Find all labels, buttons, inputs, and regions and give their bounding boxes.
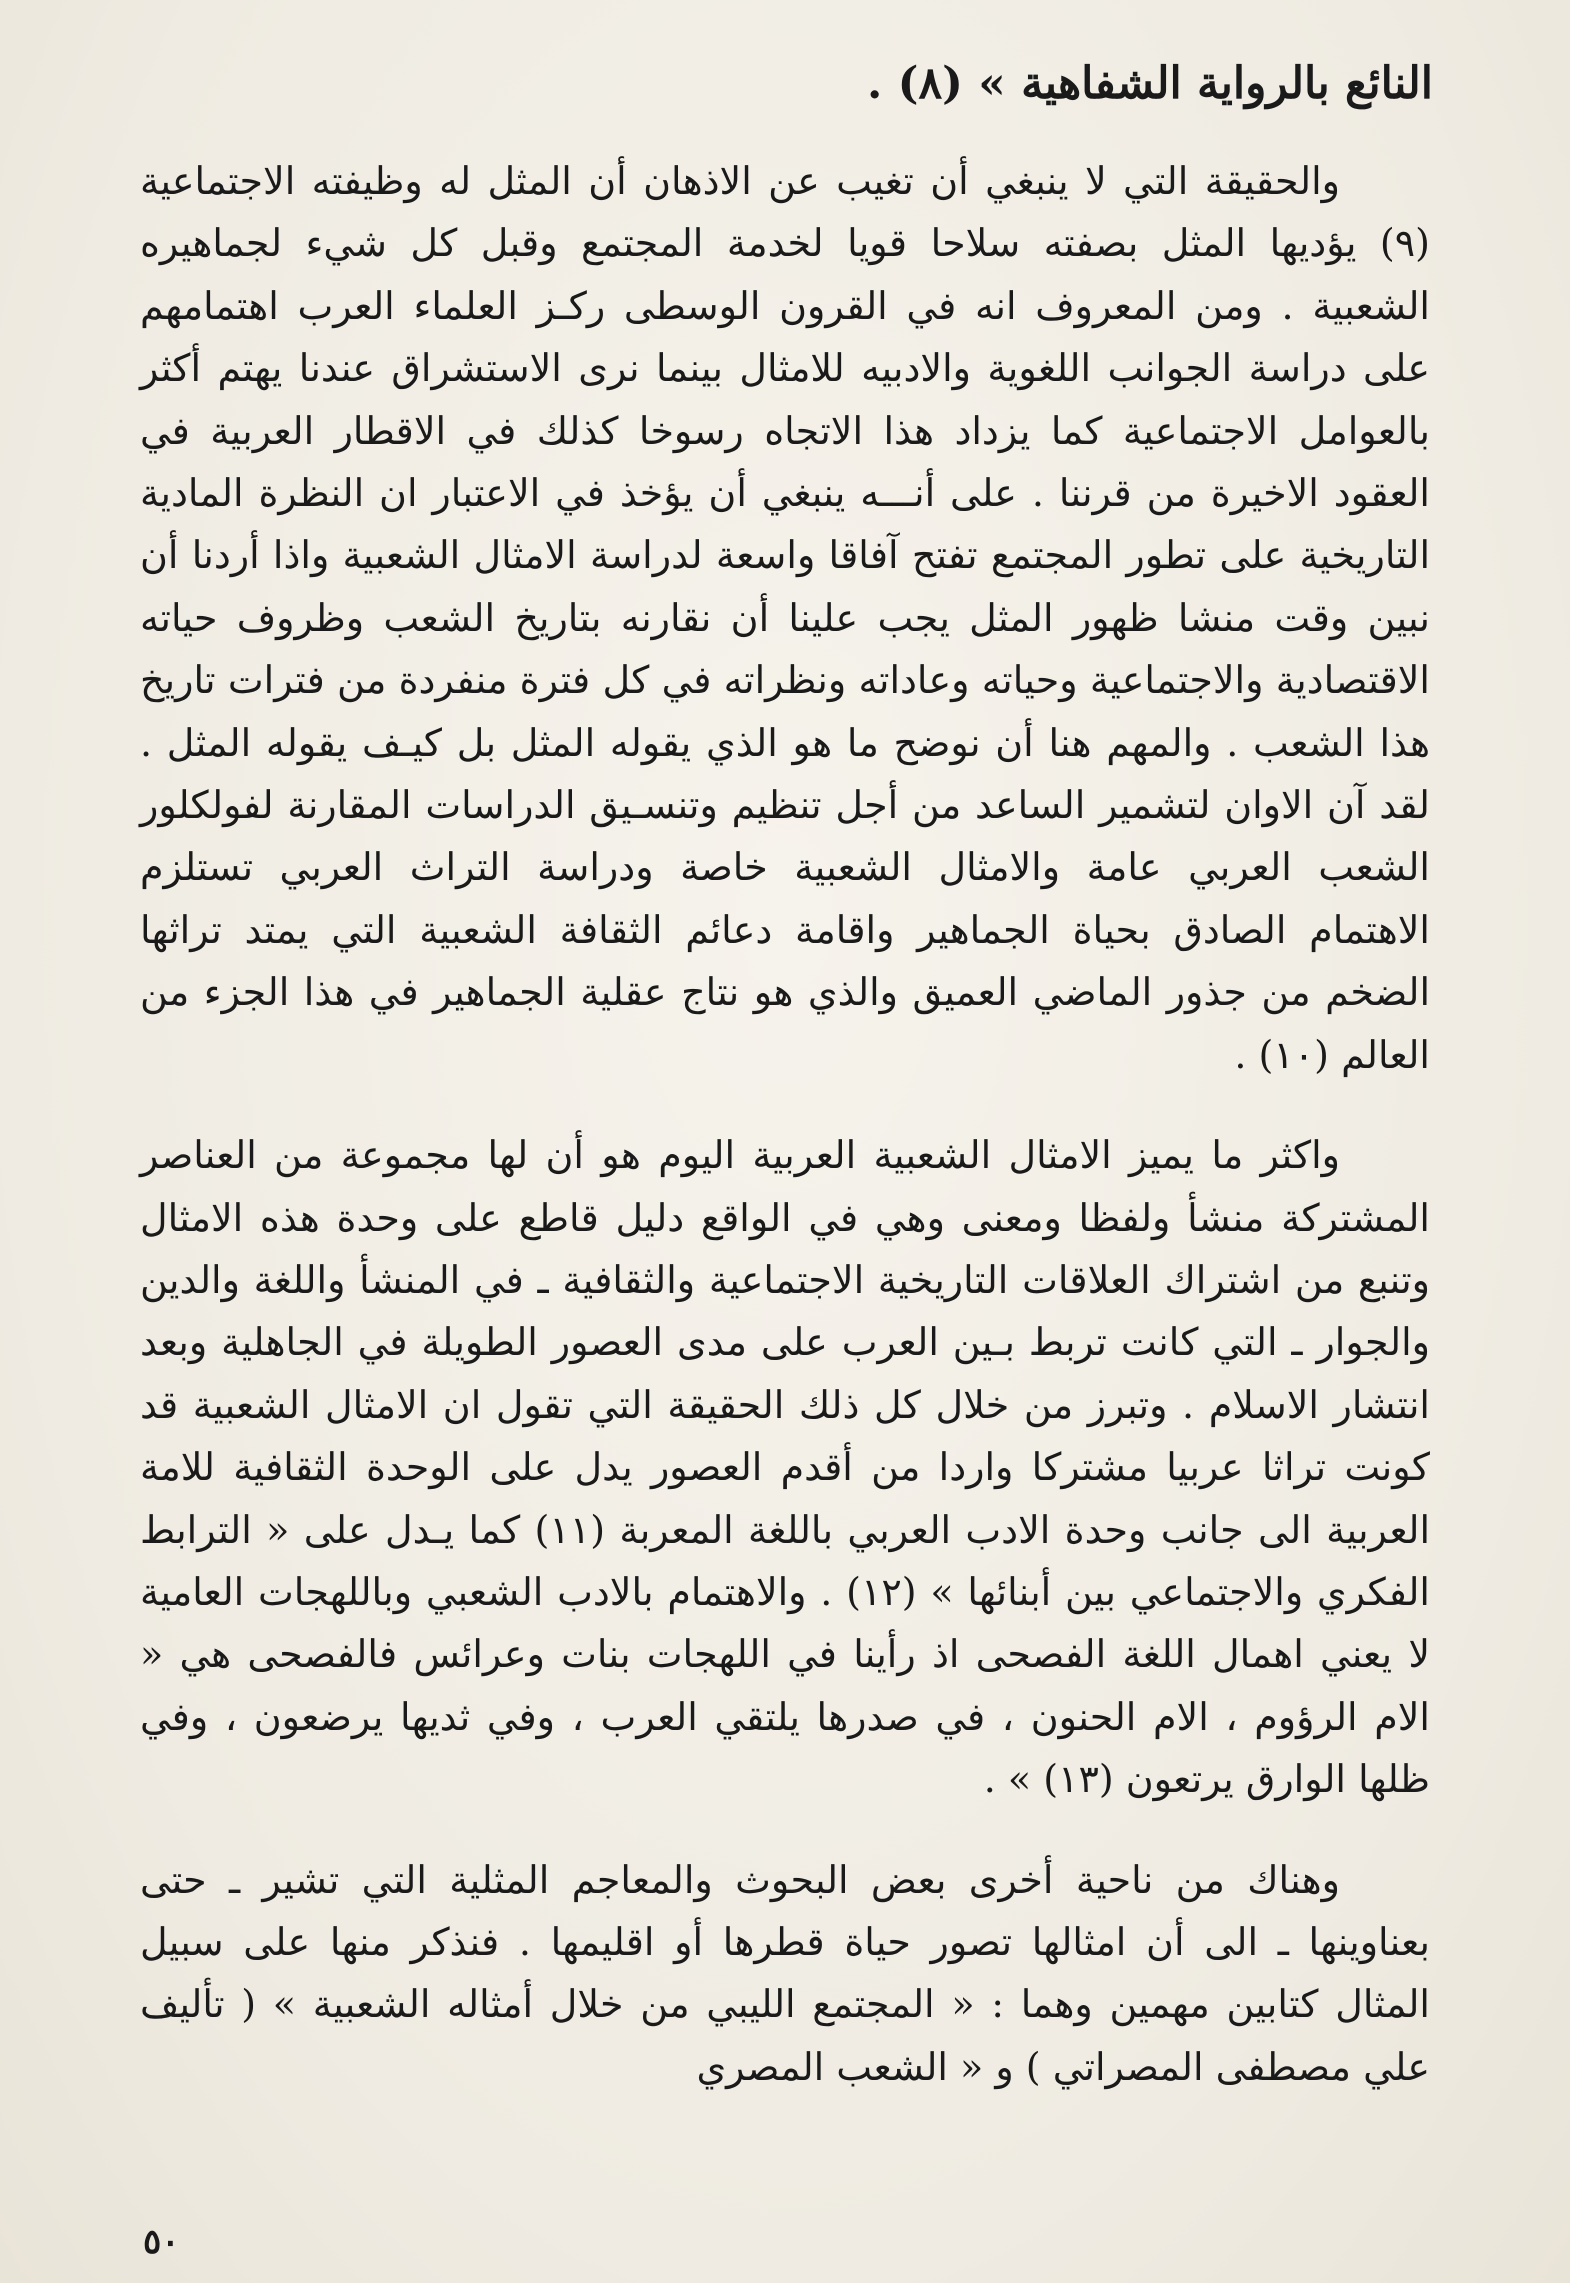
paragraph-1: والحقيقة التي لا ينبغي أن تغيب عن الاذهان أن المثل له وظيفته الاجتماعية (٩) يؤديها المثل بصفته سلاحا قويا لخدمة المجتمع وقبل كل شيء لجماهيره الشعبية . ومن المعروف انه في القرون الوسطى ركـز العلماء العرب اهتمامهم على دراسة الجوانب اللغوية والادبيه للامثال بينما نرى الاستشراق عندنا يهتم أكثر بالعوامل الاجتماعية كما يزداد هذا الاتجاه رسوخا كذلك في الاقطار العربية في العقود الاخيرة من قرننا . على أنـــه ينبغي أن يؤخذ في الاعتبار ان النظرة المادية التاريخية على تطور المجتمع تفتح آفاقا واسعة لدراسة الامثال الشعبية واذا أردنا أن نبين وقت منشا ظهور المثل يجب علينا أن نقارنه بتاريخ الشعب وظروف حياته الاقتصادية والاجتماعية وحياته وعاداته ونظراته في كل فترة منفردة من فترات تاريخ هذا الشعب . والمهم هنا أن نوضح ما هو الذي يقوله المثل بل كيـف يقوله المثل . لقد آن الاوان لتشمير الساعد من أجل تنظيم وتنسـيق الدراسات المقارنة لفولكلور الشعب العربي عامة والامثال الشعبية خاصة ودراسة التراث العربي تستلزم الاهتمام الصادق بحياة الجماهير واقامة دعائم الثقافة الشعبية التي يمتد تراثها الضخم من جذور الماضي العميق والذي هو نتاج عقلية الجماهير في هذا الجزء من العالم (١٠) .: [140, 159, 1430, 1077]
body-text: [140, 150, 1430, 2098]
page-number: ٥٠: [143, 2222, 180, 2262]
paragraph-2: واكثر ما يميز الامثال الشعبية العربية اليوم هو أن لها مجموعة من العناصر المشتركة منشأ ولفظا ومعنى وهي في الواقع دليل قاطع على وحدة هذه الامثال وتنبع من اشتراك العلاقات التاريخية الاجتماعية والثقافية ـ في المنشأ واللغة والدين والجوار ـ التي كانت تربط بـين العرب على مدى العصور الطويلة في الجاهلية وبعد انتشار الاسلام . وتبرز من خلال كل ذلك الحقيقة التي تقول ان الامثال الشعبية قد كونت تراثا عربيا مشتركا واردا من أقدم العصور يدل على الوحدة الثقافية للامة العربية الى جانب وحدة الادب العربي باللغة المعربة (١١) كما يـدل على « الترابط الفكري والاجتماعي بين أبنائها » (١٢) . والاهتمام بالادب الشعبي وباللهجات العامية لا يعني اهمال اللغة الفصحى اذ رأينا في اللهجات بنات وعرائس فالفصحى هي « الام الرؤوم ، الام الحنون ، في صدرها يلتقي العرب ، وفي ثديها يرضعون ، وفي ظلها الوارق يرتعون (١٣) » .: [140, 1133, 1430, 1802]
running-header: النائع بالرواية الشفاهية » (٨) .: [867, 58, 1433, 109]
paragraph-3: وهناك من ناحية أخرى بعض البحوث والمعاجم المثلية التي تشير ـ حتى بعناوينها ـ الى أن امثالها تصور حياة قطرها أو اقليمها . فنذكر منها على سبيل المثال كتابين مهمين وهما : « المجتمع الليبي من خلال أمثاله الشعبية » ( تأليف علي مصطفى المصراتي ) و « الشعب المصري: [140, 1857, 1430, 2089]
